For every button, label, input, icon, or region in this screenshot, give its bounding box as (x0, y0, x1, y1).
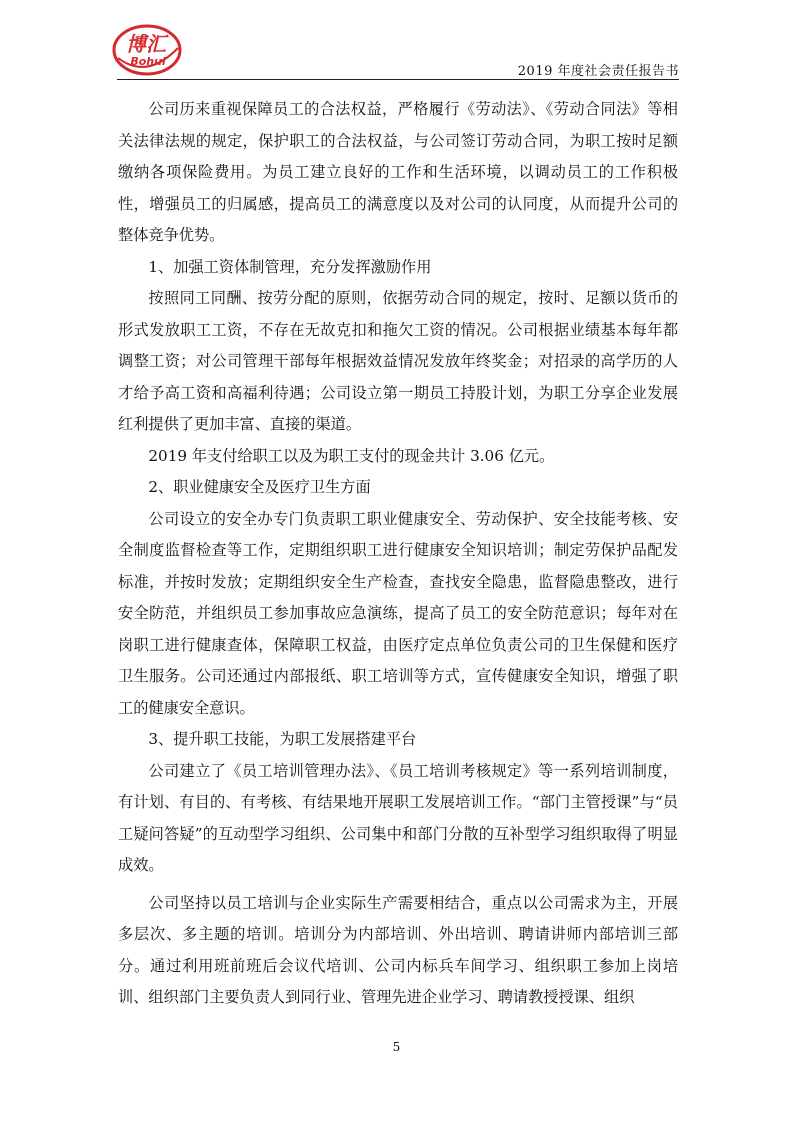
logo-text-en: Bohui (130, 55, 166, 68)
training-system-paragraph: 公司建立了《员工培训管理办法》、《员工培训考核规定》等一系列培训制度，有计划、有目的、有考核、有结果地开展职工发展培训工作。“部门主管授课”与“员工疑问答疑”的互动型学习组织、公司集中和部门分散的互补型学习组织取得了明显成效。 (118, 761, 678, 874)
bohui-logo (110, 18, 184, 78)
payment-paragraph: 2019 年支付给职工以及为职工支付的现金共计 3.06 亿元。 (148, 446, 555, 465)
header-divider (117, 79, 679, 80)
section-heading-3: 3、提升职工技能，为职工发展搭建平台 (148, 730, 417, 748)
training-practice-paragraph: 公司坚持以员工培训与企业实际生产需要相结合，重点以公司需求为主，开展多层次、多主题的培训。培训分为内部培训、外出培训、聘请讲师内部培训三部分。通过利用班前班后会议代培训、公司内标兵车间学习、组织职工参加上岗培训、组织部门主要负责人到同行业、管理先进企业学习、聘请教授授课、组织 (118, 893, 678, 1006)
wage-paragraph: 按照同工同酬、按劳分配的原则，依据劳动合同的规定，按时、足额以货币的形式发放职工工资，不存在无故克扣和拖欠工资的情况。公司根据业绩基本每年都调整工资；对公司管理干部每年根据效益情况发放年终奖金；对招录的高学历的人才给予高工资和高福利待遇；公司设立第一期员工持股计划，为职工分享企业发展红利提供了更加丰富、直接的渠道。 (118, 289, 678, 433)
section-heading-1: 1、加强工资体制管理，充分发挥激励作用 (148, 257, 432, 276)
report-title: 2019 年度社会责任报告书 (517, 64, 679, 79)
logo-text-cn: 博汇 (126, 32, 166, 56)
page-number: 5 (392, 1040, 401, 1054)
safety-paragraph: 公司设立的安全办专门负责职工职业健康安全、劳动保护、安全技能考核、安全制度监督检查等工作，定期组织职工进行健康安全知识培训；制定劳保护品配发标准，并按时发放；定期组织安全生产检查，查找安全隐患，监督隐患整改，进行安全防范，并组织员工参加事故应急演练，提高了员工的安全防范意识；每年对在岗职工进行健康查体，保障职工权益，由医疗定点单位负责公司的卫生保健和医疗卫生服务。公司还通过内部报纸、职工培训等方式，宣传健康安全知识，增强了职工的健康安全意识。 (118, 509, 678, 717)
intro-paragraph: 公司历来重视保障员工的合法权益，严格履行《劳动法》、《劳动合同法》等相关法律法规的规定，保护职工的合法权益，与公司签订劳动合同，为职工按时足额缴纳各项保险费用。为员工建立良好的工作和生活环境，以调动员工的工作积极性，增强员工的归属感，提高员工的满意度以及对公司的认同度，从而提升公司的整体竞争优势。 (118, 100, 678, 244)
document-body (118, 94, 678, 1014)
page-header (0, 0, 793, 80)
section-heading-2: 2、职业健康安全及医疗卫生方面 (148, 478, 371, 496)
